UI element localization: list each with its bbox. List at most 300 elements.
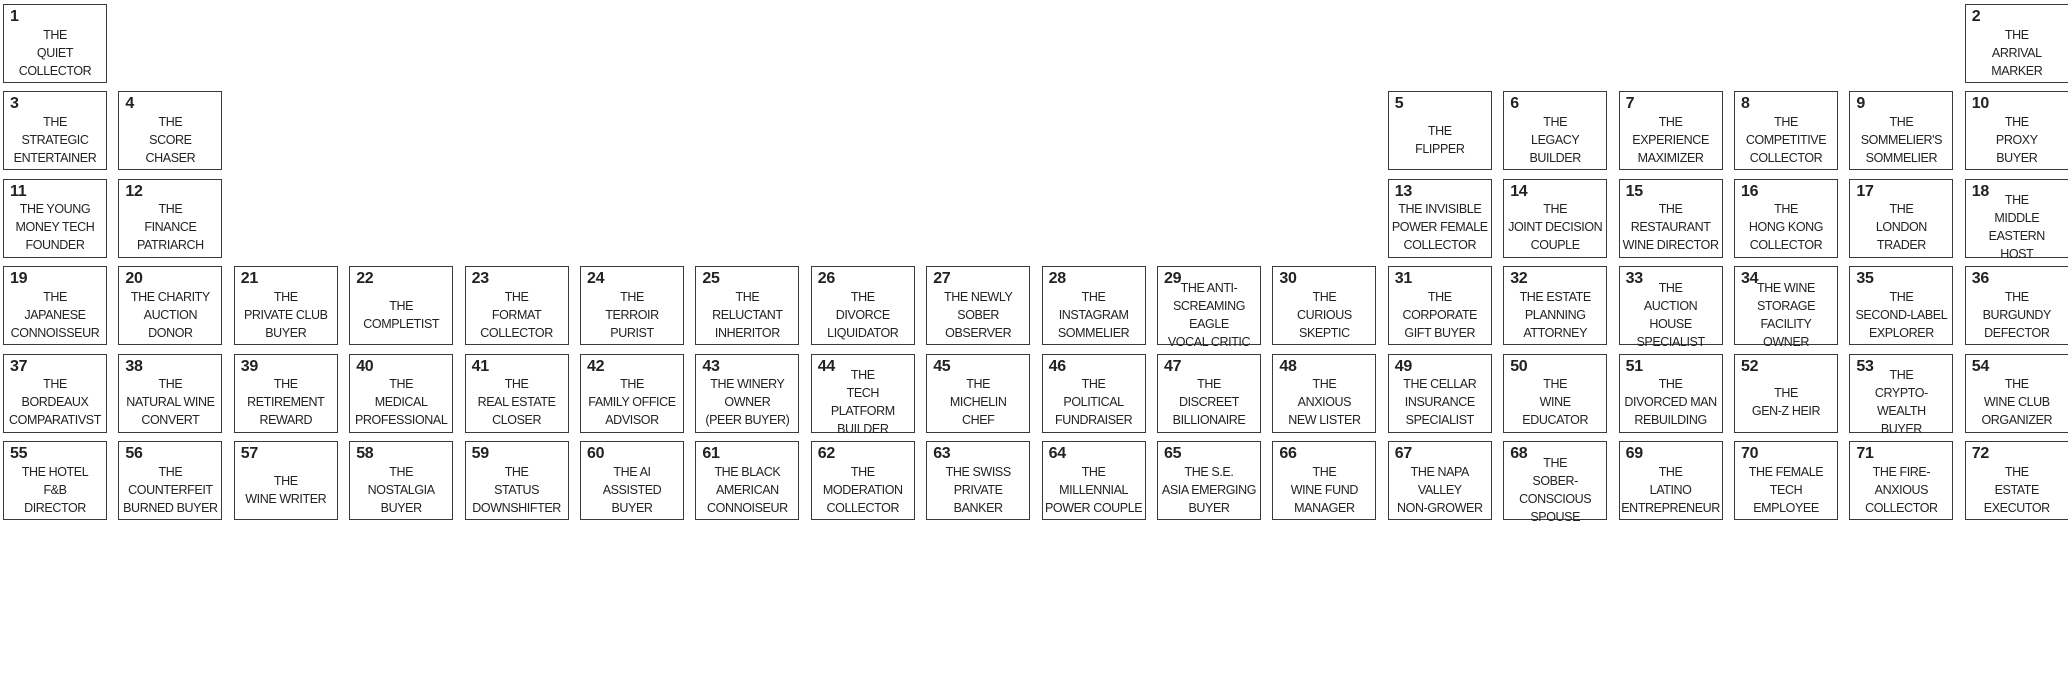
element-label bbox=[468, 464, 566, 515]
element-label-line: DIVORCE bbox=[835, 307, 890, 322]
element-cell-39 bbox=[234, 354, 338, 433]
element-cell-40 bbox=[349, 354, 453, 433]
element-label-line: CONNOISSEUR bbox=[10, 325, 100, 340]
element-label bbox=[1737, 202, 1835, 253]
element-label-line: THE bbox=[1658, 202, 1683, 217]
element-label-line: F&B bbox=[43, 482, 67, 497]
element-cell-28 bbox=[1042, 266, 1146, 345]
element-label-line: QUIET bbox=[36, 45, 74, 60]
element-label bbox=[1045, 377, 1143, 428]
element-label bbox=[468, 377, 566, 428]
element-cell-67 bbox=[1388, 441, 1492, 520]
element-cell-8 bbox=[1734, 91, 1838, 170]
element-label-line: THE bbox=[43, 377, 67, 392]
element-label-line: THE YOUNG bbox=[19, 202, 91, 217]
element-cell-31 bbox=[1388, 266, 1492, 345]
element-label-line: COUPLE bbox=[1530, 238, 1580, 253]
element-label-line: FOUNDER bbox=[25, 238, 85, 253]
element-label-line: BUYER bbox=[1880, 422, 1922, 437]
element-label-line: NATURAL WINE bbox=[126, 395, 215, 410]
element-number: 32 bbox=[1510, 270, 1528, 288]
element-label bbox=[1852, 114, 1950, 165]
element-label-line: THE bbox=[1543, 202, 1568, 217]
element-label-line: THE bbox=[1312, 377, 1337, 392]
element-label-line: BILLIONAIRE bbox=[1172, 413, 1246, 428]
element-label-line: ASIA EMERGING bbox=[1161, 482, 1257, 497]
element-label bbox=[1968, 377, 2066, 428]
element-number: 1 bbox=[10, 8, 19, 25]
element-cell-66 bbox=[1272, 441, 1376, 520]
element-cell-51 bbox=[1619, 354, 1723, 433]
element-cell-32 bbox=[1503, 266, 1607, 345]
element-label-line: ANXIOUS bbox=[1874, 482, 1929, 497]
element-label-line: THE bbox=[504, 464, 529, 479]
element-label-line: THE bbox=[158, 114, 183, 129]
element-label bbox=[1391, 464, 1489, 515]
element-label-line: GEN-Z HEIR bbox=[1751, 404, 1821, 419]
element-label-line: THE bbox=[850, 464, 875, 479]
element-number: 64 bbox=[1048, 445, 1066, 462]
element-cell-34 bbox=[1734, 266, 1838, 349]
element-label-line: FINANCE bbox=[144, 220, 197, 235]
element-label-line: BURGUNDY bbox=[1982, 307, 2051, 322]
element-label-line: WINE FUND bbox=[1290, 482, 1358, 497]
element-number: 16 bbox=[1741, 182, 1759, 200]
element-number: 22 bbox=[356, 270, 374, 288]
element-label bbox=[6, 27, 104, 78]
element-label-line: EMPLOYEE bbox=[1753, 500, 1819, 515]
element-number: 47 bbox=[1164, 357, 1182, 375]
element-number: 42 bbox=[587, 357, 605, 375]
element-number: 36 bbox=[1971, 270, 1989, 288]
element-number: 17 bbox=[1856, 182, 1874, 200]
element-cell-53 bbox=[1849, 354, 1953, 437]
element-number: 4 bbox=[125, 95, 134, 113]
element-label bbox=[1506, 202, 1604, 253]
element-cell-20 bbox=[118, 266, 222, 345]
element-label-line: THE bbox=[620, 289, 644, 304]
element-label-line: THE bbox=[1543, 455, 1568, 470]
element-label-line: THE bbox=[1658, 377, 1683, 392]
element-label-line: ENTREPRENEUR bbox=[1621, 500, 1720, 515]
element-cell-14 bbox=[1503, 179, 1607, 258]
element-label-line: THE bbox=[2004, 114, 2029, 129]
element-cell-19 bbox=[3, 266, 107, 345]
element-cell-33 bbox=[1619, 266, 1723, 349]
element-cell-72 bbox=[1965, 441, 2068, 520]
element-label-line: MIDDLE EASTERN bbox=[1988, 211, 2045, 244]
element-label-line: THE bbox=[43, 114, 67, 129]
element-label-line: CORPORATE bbox=[1402, 307, 1478, 322]
element-label bbox=[1622, 280, 1720, 349]
element-label bbox=[929, 289, 1027, 340]
element-label-line: COLLECTOR bbox=[18, 63, 92, 78]
element-label-line: NEW LISTER bbox=[1288, 413, 1361, 428]
element-label-line: HOST bbox=[2000, 247, 2034, 262]
element-cell-3 bbox=[3, 91, 107, 170]
element-label-line: WINE bbox=[1539, 395, 1571, 410]
element-label-line: PATRIARCH bbox=[137, 238, 204, 253]
element-label bbox=[1391, 114, 1489, 165]
element-label-line: THE bbox=[1658, 280, 1683, 295]
element-label bbox=[237, 289, 335, 340]
element-label-line: TERROIR bbox=[605, 307, 659, 322]
element-label-line: EXECUTOR bbox=[1983, 500, 2050, 515]
element-cell-42 bbox=[580, 354, 684, 433]
element-label-line: THE bbox=[1658, 464, 1683, 479]
element-label-line: TRADER bbox=[1876, 238, 1926, 253]
element-cell-49 bbox=[1388, 354, 1492, 433]
element-label bbox=[1160, 464, 1258, 515]
element-number: 37 bbox=[10, 357, 28, 375]
element-number: 67 bbox=[1394, 445, 1412, 462]
element-cell-63 bbox=[926, 441, 1030, 520]
element-label-line: STATUS bbox=[494, 482, 540, 497]
element-label-line: WINE WRITER bbox=[245, 491, 327, 506]
element-label-line: CONNOISEUR bbox=[707, 500, 788, 515]
element-number: 13 bbox=[1394, 182, 1412, 200]
element-label-line: MICHELIN bbox=[949, 395, 1007, 410]
element-label-line: VALLEY bbox=[1417, 482, 1462, 497]
element-label-line: COMPETITIVE bbox=[1745, 132, 1827, 147]
element-number: 23 bbox=[471, 270, 489, 288]
element-label-line: COLLECTOR bbox=[1403, 238, 1477, 253]
element-label-line: THE bbox=[966, 377, 991, 392]
element-number: 34 bbox=[1741, 270, 1759, 288]
element-label-line: THE bbox=[389, 377, 414, 392]
element-cell-10 bbox=[1965, 91, 2068, 170]
element-number: 44 bbox=[817, 357, 835, 375]
element-label bbox=[1275, 289, 1373, 340]
element-number: 53 bbox=[1856, 357, 1874, 375]
element-label-line: THE bbox=[1889, 202, 1914, 217]
element-cell-4 bbox=[118, 91, 222, 170]
element-label-line: COLLECTOR bbox=[1865, 500, 1938, 515]
element-number: 41 bbox=[471, 357, 489, 375]
element-number: 71 bbox=[1856, 445, 1874, 462]
element-label-line: ORGANIZER bbox=[1981, 413, 2053, 428]
element-label-line: THE bbox=[1312, 464, 1337, 479]
element-label-line: THE bbox=[1658, 114, 1683, 129]
element-label-line: REWARD bbox=[259, 413, 313, 428]
element-label bbox=[1737, 464, 1835, 515]
element-label-line: THE bbox=[1081, 377, 1106, 392]
element-label-line: THE bbox=[389, 464, 414, 479]
element-label-line: FLIPPER bbox=[1415, 141, 1465, 156]
element-label bbox=[1968, 114, 2066, 165]
element-label-line: LEGACY bbox=[1531, 132, 1580, 147]
element-label-line: THE bbox=[620, 377, 644, 392]
element-label-line: WINE DIRECTOR bbox=[1622, 238, 1719, 253]
element-label-line: POLITICAL bbox=[1063, 395, 1124, 410]
element-label-line: CHASER bbox=[145, 150, 196, 165]
element-label-line: THE bbox=[1774, 114, 1798, 129]
element-label bbox=[583, 464, 681, 515]
element-cell-61 bbox=[695, 441, 799, 520]
element-label-line: AUCTION HOUSE bbox=[1643, 298, 1698, 331]
element-label-line: BUYER bbox=[1188, 500, 1230, 515]
element-label bbox=[1506, 455, 1604, 524]
element-label-line: MEDICAL bbox=[374, 395, 428, 410]
element-label bbox=[1275, 377, 1373, 428]
element-number: 54 bbox=[1971, 357, 1989, 375]
element-label-line: THE AI bbox=[613, 464, 651, 479]
element-label bbox=[1391, 377, 1489, 428]
element-label-line: REAL ESTATE bbox=[477, 395, 556, 410]
element-label-line: THE bbox=[1543, 114, 1568, 129]
element-label-line: THE SWISS bbox=[945, 464, 1011, 479]
element-cell-71 bbox=[1849, 441, 1953, 520]
element-label bbox=[1622, 114, 1720, 165]
element-label bbox=[352, 289, 450, 340]
element-cell-17 bbox=[1849, 179, 1953, 258]
element-label-line: THE NEWLY bbox=[943, 289, 1013, 304]
element-cell-38 bbox=[118, 354, 222, 433]
element-label-line: THE bbox=[1543, 377, 1568, 392]
element-label-line: THE bbox=[1774, 202, 1798, 217]
element-label-line: TECH PLATFORM bbox=[830, 386, 895, 419]
element-label-line: THE bbox=[1312, 289, 1337, 304]
element-label-line: THE BLACK bbox=[714, 464, 781, 479]
element-label-line: FAMILY OFFICE bbox=[588, 395, 676, 410]
element-cell-48 bbox=[1272, 354, 1376, 433]
element-label-line: BORDEAUX bbox=[21, 395, 89, 410]
element-cell-36 bbox=[1965, 266, 2068, 345]
element-label-line: THE bbox=[273, 473, 298, 488]
element-label-line: CRYPTO-WEALTH bbox=[1874, 386, 1928, 419]
element-label-line: POWER COUPLE bbox=[1044, 500, 1143, 515]
element-label bbox=[1968, 27, 2066, 78]
element-label-line: GIFT BUYER bbox=[1404, 325, 1476, 340]
element-label bbox=[1852, 202, 1950, 253]
element-label-line: SPECIALIST bbox=[1405, 413, 1474, 428]
element-number: 8 bbox=[1741, 95, 1750, 113]
element-label-line: ADVISOR bbox=[605, 413, 659, 428]
element-cell-60 bbox=[580, 441, 684, 520]
element-label-line: TECH bbox=[1769, 482, 1803, 497]
element-label-line: EDUCATOR bbox=[1522, 413, 1589, 428]
element-label-line: BUYER bbox=[611, 500, 653, 515]
element-label bbox=[1160, 377, 1258, 428]
element-label-line: SOMMELIER'S bbox=[1860, 132, 1943, 147]
element-label-line: BURNED BUYER bbox=[123, 500, 218, 515]
element-number: 51 bbox=[1625, 357, 1643, 375]
element-label bbox=[1622, 464, 1720, 515]
element-cell-55 bbox=[3, 441, 107, 520]
element-label-line: EXPLORER bbox=[1868, 325, 1934, 340]
element-label bbox=[6, 464, 104, 515]
element-label-line: FORMAT bbox=[491, 307, 542, 322]
element-label-line: THE bbox=[1889, 289, 1914, 304]
element-label-line: INSTAGRAM bbox=[1058, 307, 1129, 322]
element-cell-43 bbox=[695, 354, 799, 433]
element-label-line: COLLECTOR bbox=[826, 500, 900, 515]
element-label-line: RELUCTANT bbox=[712, 307, 783, 322]
element-number: 21 bbox=[240, 270, 258, 288]
element-number: 39 bbox=[240, 357, 258, 375]
element-label-line: THE bbox=[2004, 289, 2029, 304]
element-label-line: SPOUSE bbox=[1530, 509, 1581, 524]
element-label-line: REBUILDING bbox=[1634, 413, 1707, 428]
element-cell-12 bbox=[118, 179, 222, 258]
element-label bbox=[1852, 368, 1950, 437]
element-label bbox=[1737, 280, 1835, 349]
element-cell-9 bbox=[1849, 91, 1953, 170]
element-label-line: SECOND-LABEL bbox=[1855, 307, 1948, 322]
element-number: 38 bbox=[125, 357, 143, 375]
element-label-line: SOBER-CONSCIOUS bbox=[1519, 473, 1592, 506]
element-label bbox=[1045, 289, 1143, 340]
element-cell-65 bbox=[1157, 441, 1261, 520]
element-label bbox=[6, 289, 104, 340]
element-number: 40 bbox=[356, 357, 374, 375]
element-label-line: THE bbox=[2004, 27, 2029, 42]
element-number: 14 bbox=[1510, 182, 1528, 200]
element-label bbox=[929, 464, 1027, 515]
element-label bbox=[1622, 202, 1720, 253]
element-label-line: PRIVATE CLUB bbox=[243, 307, 328, 322]
element-cell-69 bbox=[1619, 441, 1723, 520]
element-number: 25 bbox=[702, 270, 720, 288]
element-label-line: RETIREMENT bbox=[247, 395, 325, 410]
element-number: 57 bbox=[240, 445, 258, 462]
element-label bbox=[698, 377, 796, 428]
element-label-line: THE bbox=[1427, 289, 1452, 304]
element-cell-35 bbox=[1849, 266, 1953, 345]
element-label-line: SOBER bbox=[957, 307, 1000, 322]
element-label bbox=[1391, 202, 1489, 253]
element-cell-58 bbox=[349, 441, 453, 520]
element-number: 43 bbox=[702, 357, 720, 375]
element-label-line: THE bbox=[2004, 464, 2029, 479]
element-number: 65 bbox=[1164, 445, 1182, 462]
element-number: 30 bbox=[1279, 270, 1297, 288]
element-cell-45 bbox=[926, 354, 1030, 433]
element-number: 69 bbox=[1625, 445, 1643, 462]
element-label-line: FUNDRAISER bbox=[1054, 413, 1133, 428]
element-label-line: THE INVISIBLE bbox=[1398, 202, 1482, 217]
element-label-line: OBSERVER bbox=[945, 325, 1012, 340]
element-label-line: PRIVATE bbox=[953, 482, 1003, 497]
element-cell-57 bbox=[234, 441, 338, 520]
element-label-line: THE bbox=[1427, 123, 1452, 138]
element-label-line: OWNER bbox=[1763, 334, 1809, 349]
element-label-line: THE bbox=[1889, 368, 1914, 383]
element-cell-26 bbox=[811, 266, 915, 345]
element-cell-47 bbox=[1157, 354, 1261, 433]
element-label-line: THE bbox=[158, 202, 183, 217]
element-label bbox=[6, 202, 104, 253]
element-number: 72 bbox=[1971, 445, 1989, 462]
element-number: 58 bbox=[356, 445, 374, 462]
element-number: 6 bbox=[1510, 95, 1519, 113]
element-cell-29 bbox=[1157, 266, 1261, 349]
element-label-line: MODERATION bbox=[822, 482, 903, 497]
element-label-line: HONG KONG bbox=[1748, 220, 1824, 235]
element-cell-5 bbox=[1388, 91, 1492, 170]
element-label-line: THE bbox=[158, 377, 183, 392]
element-number: 15 bbox=[1625, 182, 1643, 200]
element-label-line: THE ESTATE bbox=[1519, 289, 1591, 304]
element-number: 27 bbox=[933, 270, 951, 288]
element-label-line: THE bbox=[1889, 114, 1914, 129]
element-label-line: JOINT DECISION bbox=[1508, 220, 1603, 235]
element-label-line: THE bbox=[1081, 464, 1106, 479]
element-number: 52 bbox=[1741, 357, 1759, 375]
element-label-line: BUILDER bbox=[837, 422, 889, 437]
element-number: 35 bbox=[1856, 270, 1874, 288]
element-label-line: VOCAL CRITIC bbox=[1167, 334, 1251, 349]
element-label-line: OWNER bbox=[724, 395, 771, 410]
element-label-line: THE ANTI- bbox=[1180, 280, 1238, 295]
element-label bbox=[352, 464, 450, 515]
element-label-line: DIRECTOR bbox=[24, 500, 86, 515]
element-number: 3 bbox=[10, 95, 19, 113]
element-label bbox=[1622, 377, 1720, 428]
element-label-line: THE bbox=[1197, 377, 1221, 392]
element-number: 50 bbox=[1510, 357, 1528, 375]
element-label-line: BUILDER bbox=[1529, 150, 1581, 165]
element-cell-7 bbox=[1619, 91, 1723, 170]
element-label-line: THE NAPA bbox=[1410, 464, 1469, 479]
element-label bbox=[1506, 114, 1604, 165]
element-label bbox=[814, 464, 912, 515]
element-label-line: THE FEMALE bbox=[1748, 464, 1824, 479]
element-cell-6 bbox=[1503, 91, 1607, 170]
element-cell-46 bbox=[1042, 354, 1146, 433]
element-label-line: THE bbox=[2004, 193, 2029, 208]
element-cell-21 bbox=[234, 266, 338, 345]
element-label-line: MANAGER bbox=[1294, 500, 1355, 515]
element-label-line: THE bbox=[850, 368, 875, 383]
element-number: 24 bbox=[587, 270, 605, 288]
element-label-line: THE HOTEL bbox=[21, 464, 89, 479]
element-cell-56 bbox=[118, 441, 222, 520]
element-label-line: EXPERIENCE bbox=[1632, 132, 1709, 147]
element-label-line: BUYER bbox=[380, 500, 422, 515]
element-label-line: MARKER bbox=[1991, 63, 2043, 78]
element-label-line: MILLENNIAL bbox=[1059, 482, 1129, 497]
element-cell-22 bbox=[349, 266, 453, 345]
element-label-line: JAPANESE bbox=[24, 307, 86, 322]
element-label-line: COLLECTOR bbox=[1749, 238, 1823, 253]
element-number: 55 bbox=[10, 445, 28, 462]
element-label bbox=[121, 202, 219, 253]
element-number: 26 bbox=[817, 270, 835, 288]
element-label-line: COLLECTOR bbox=[480, 325, 553, 340]
element-number: 9 bbox=[1856, 95, 1865, 113]
element-label bbox=[814, 368, 912, 437]
element-label-line: COUNTERFEIT bbox=[128, 482, 213, 497]
element-number: 11 bbox=[10, 182, 27, 200]
element-label-line: ENTERTAINER bbox=[13, 150, 97, 165]
element-label-line: BUYER bbox=[1996, 150, 2038, 165]
element-label bbox=[929, 377, 1027, 428]
element-number: 7 bbox=[1625, 95, 1635, 113]
element-cell-25 bbox=[695, 266, 799, 345]
element-cell-41 bbox=[465, 354, 569, 433]
element-label bbox=[1737, 114, 1835, 165]
element-label-line: WINE CLUB bbox=[1983, 395, 2050, 410]
element-label-line: STORAGE FACILITY bbox=[1756, 298, 1816, 331]
element-number: 28 bbox=[1048, 270, 1066, 288]
element-cell-30 bbox=[1272, 266, 1376, 345]
element-label bbox=[1852, 464, 1950, 515]
element-label bbox=[698, 464, 796, 515]
element-label bbox=[6, 377, 104, 428]
element-label-line: AUCTION bbox=[143, 307, 198, 322]
element-label-line: COMPARATIVST bbox=[9, 413, 101, 428]
